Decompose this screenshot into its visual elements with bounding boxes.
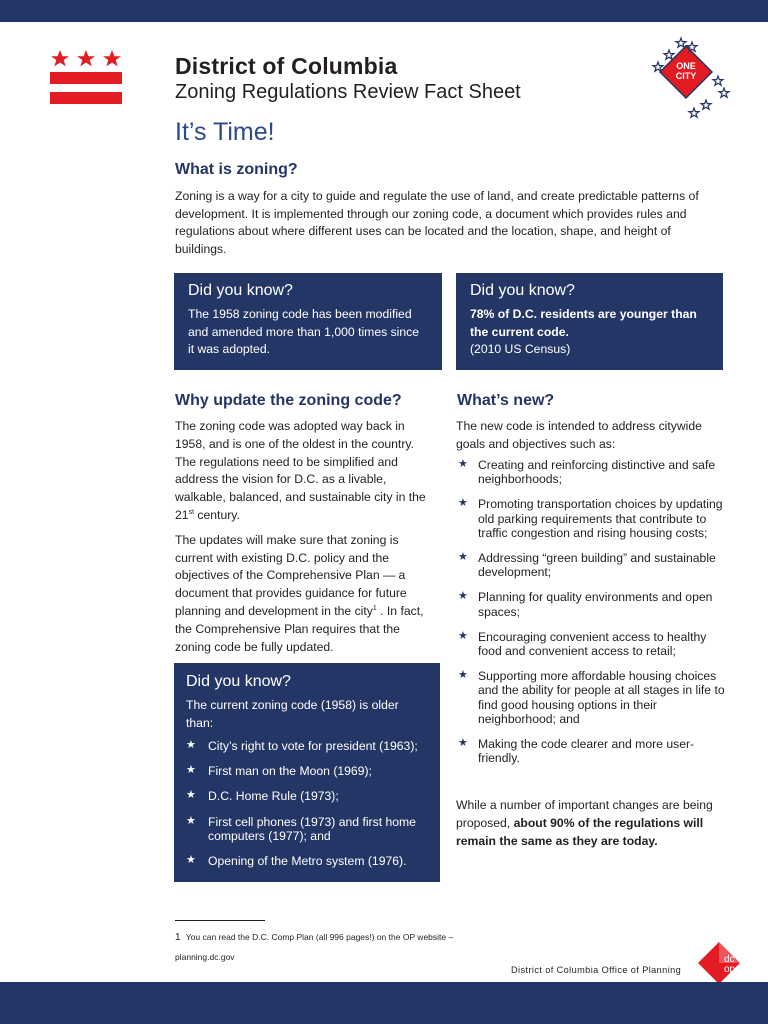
emblem-text-one: ONE: [676, 61, 696, 71]
list-item: [456, 669, 726, 726]
did-you-know-source: (2010 US Census): [470, 342, 571, 356]
list-item-text: Planning for quality environments and open spaces;: [478, 590, 713, 619]
why-update-body: [175, 418, 437, 663]
footnote-number: 1: [175, 932, 181, 943]
star-bullet-icon: ★: [458, 737, 468, 750]
flag-bar: [50, 72, 122, 84]
page-subtitle: Zoning Regulations Review Fact Sheet: [175, 81, 521, 103]
whats-new-intro: The new code is intended to address citywide goals and objectives such as:: [456, 419, 702, 451]
list-item: [186, 815, 428, 843]
list-item: [456, 458, 726, 486]
did-you-know-heading: Did you know?: [470, 282, 575, 299]
did-you-know-intro: The current zoning code (1958) is older than:: [186, 698, 399, 730]
emblem-text-city: CITY: [675, 71, 697, 81]
did-you-know-heading: Did you know?: [188, 282, 293, 299]
list-item: [456, 590, 726, 618]
older-than-list: [186, 739, 428, 868]
top-band: [0, 0, 768, 22]
star-bullet-icon: ★: [458, 629, 468, 642]
logo-text-dc: dc: [724, 954, 735, 965]
list-item: [456, 497, 726, 540]
list-item: [186, 739, 428, 753]
list-item-text: Opening of the Metro system (1976).: [208, 854, 407, 869]
list-item: [456, 630, 726, 658]
paragraph-text: The zoning code was adopted way back in 1958, and is one of the oldest in the country. The regulations need to be simplified and address the vision for D.C. as a livable, walkable, balanced, and sustainable city in the 21: [175, 419, 426, 522]
did-you-know-heading: Did you know?: [186, 673, 291, 690]
superscript: st: [188, 508, 195, 516]
whats-new-closing: [456, 797, 731, 850]
list-item-text: Creating and reinforcing distinctive and safe neighborhoods;: [478, 458, 716, 487]
list-item-text: City’s right to vote for president (1963);: [208, 739, 418, 753]
list-item-text: Promoting transportation choices by updating old parking requirements that contribute to traffic congestion and rising housing costs;: [478, 497, 723, 540]
footer-office-name: District of Columbia Office of Planning: [511, 965, 682, 975]
list-item: [456, 737, 726, 765]
flag-star: [77, 50, 95, 66]
did-you-know-box-3: [174, 663, 440, 882]
list-item: [186, 789, 428, 803]
page-title: District of Columbia: [175, 53, 398, 79]
list-item-text: Encouraging convenient access to healthy food and convenient access to retail;: [478, 629, 707, 659]
list-item: [186, 764, 428, 778]
list-item-text: First cell phones (1973) and first home computers (1977); and: [208, 814, 416, 843]
star-bullet-icon: ★: [186, 739, 196, 751]
list-item: [186, 854, 428, 868]
did-you-know-body: 78% of D.C. residents are younger than the current code.: [470, 307, 697, 339]
star-bullet-icon: ★: [186, 854, 196, 867]
list-item: [456, 551, 726, 579]
list-item-text: First man on the Moon (1969);: [208, 764, 372, 779]
list-item-text: Addressing “green building” and sustainable development;: [478, 551, 716, 580]
flag-star: [103, 50, 121, 66]
star-bullet-icon: ★: [186, 789, 196, 802]
footnote-text: You can read the D.C. Comp Plan (all 996 pages!) on the OP website – planning.dc.gov: [175, 932, 454, 962]
paragraph-text: The updates will make sure that zoning is current with existing D.C. policy and the objectives of the Comprehensive Plan — a document that provides guidance for future planning and development in the city: [175, 532, 407, 618]
footnote-reference: 1: [372, 604, 377, 612]
star-bullet-icon: ★: [458, 458, 468, 470]
did-you-know-box-1: [174, 273, 442, 370]
closing-text: While a number of important changes are being proposed,: [456, 798, 713, 830]
logo-text-op: op: [724, 964, 736, 975]
paragraph-text: . In fact, the Comprehensive Plan requires that the zoning code be fully updated.: [175, 603, 424, 654]
list-item-text: Making the code clearer and more user-friendly.: [478, 737, 695, 766]
footnote: [175, 928, 475, 966]
did-you-know-box-2: [456, 273, 723, 370]
closing-bold-text: about 90% of the regulations will remain the same as they are today.: [456, 815, 704, 848]
bottom-band: [0, 982, 768, 1024]
footnote-divider: [175, 920, 265, 921]
list-item-text: Supporting more affordable housing choices and the ability for people at all stages in life to find good housing options in their neighborhood; and: [478, 669, 725, 726]
star-bullet-icon: ★: [458, 590, 468, 603]
dc-flag-icon: [50, 50, 122, 106]
whats-new-heading: What’s new?: [457, 392, 555, 409]
flag-bar: [50, 92, 122, 104]
star-bullet-icon: ★: [458, 551, 468, 564]
whats-new-list: [456, 458, 726, 776]
flag-star: [51, 50, 69, 66]
tagline: It’s Time!: [175, 118, 275, 146]
paragraph-text: century.: [194, 507, 240, 522]
did-you-know-body: The 1958 zoning code has been modified and amended more than 1,000 times since it was adopted.: [188, 307, 420, 356]
one-city-emblem-icon: [646, 36, 732, 122]
star-bullet-icon: ★: [458, 669, 468, 682]
what-is-zoning-heading: What is zoning?: [175, 161, 298, 178]
why-update-heading: Why update the zoning code?: [175, 392, 402, 409]
list-item-text: D.C. Home Rule (1973);: [208, 789, 339, 804]
what-is-zoning-body: Zoning is a way for a city to guide and regulate the use of land, and create predictable patterns of development. It is implemented through our zoning code, a document which provides rules and regulations about where different uses can be located and the location, shape, and height of buildings.: [175, 189, 699, 256]
why-update-paragraph: [175, 532, 437, 657]
star-bullet-icon: ★: [186, 814, 196, 827]
star-bullet-icon: ★: [458, 497, 468, 510]
star-bullet-icon: ★: [186, 764, 196, 777]
why-update-paragraph: [175, 418, 437, 525]
